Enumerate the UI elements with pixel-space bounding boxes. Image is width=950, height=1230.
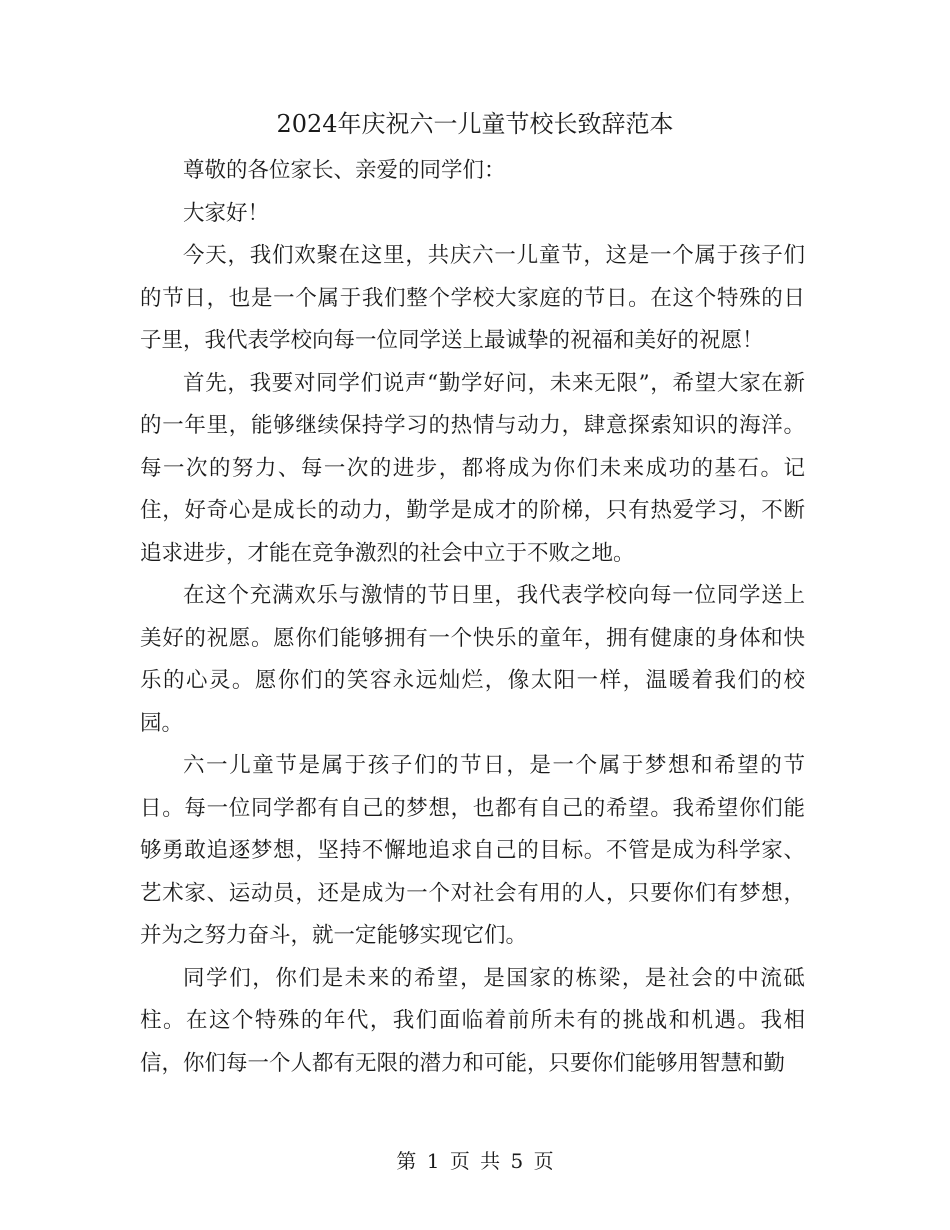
- page-footer: 第 1 页 共 5 页: [396, 1149, 554, 1173]
- greeting: 大家好！: [183, 200, 270, 226]
- paragraph: 六一儿童节是属于孩子们的节日，是一个属于梦想和希望的节日。每一位同学都有自己的梦想，也都有自己的希望。我希望你们能够勇敢追逐梦想，坚持不懈地追求自己的目标。不管是成为科学家、艺术家、运动员，还是成为一个对社会有用的人，只要你们有梦想，并为之努力奋斗，就一定能够实现它们。: [140, 753, 805, 948]
- document-body: [140, 150, 805, 1085]
- paragraph: 今天，我们欢聚在这里，共庆六一儿童节，这是一个属于孩子们的节日，也是一个属于我们整个学校大家庭的节日。在这个特殊的日子里，我代表学校向每一位同学送上最诚挚的祝福和美好的祝愿！: [140, 243, 805, 353]
- document-title: 2024年庆祝六一儿童节校长致辞范本: [276, 110, 674, 138]
- paragraph: 在这个充满欢乐与激情的节日里，我代表学校向每一位同学送上美好的祝愿。愿你们能够拥有一个快乐的童年，拥有健康的身体和快乐的心灵。愿你们的笑容永远灿烂，像太阳一样，温暖着我们的校园。: [140, 583, 805, 736]
- paragraph: 首先，我要对同学们说声“勤学好问，未来无限”，希望大家在新的一年里，能够继续保持学习的热情与动力，肆意探索知识的海洋。每一次的努力、每一次的进步，都将成为你们未来成功的基石。记住，好奇心是成长的动力，勤学是成才的阶梯，只有热爱学习，不断追求进步，才能在竞争激烈的社会中立于不败之地。: [140, 370, 805, 566]
- salutation: 尊敬的各位家长、亲爱的同学们：: [183, 158, 506, 183]
- paragraph: 同学们，你们是未来的希望，是国家的栋梁，是社会的中流砥柱。在这个特殊的年代，我们面临着前所未有的挑战和机遇。我相信，你们每一个人都有无限的潜力和可能，只要你们能够用智慧和勤: [140, 965, 805, 1076]
